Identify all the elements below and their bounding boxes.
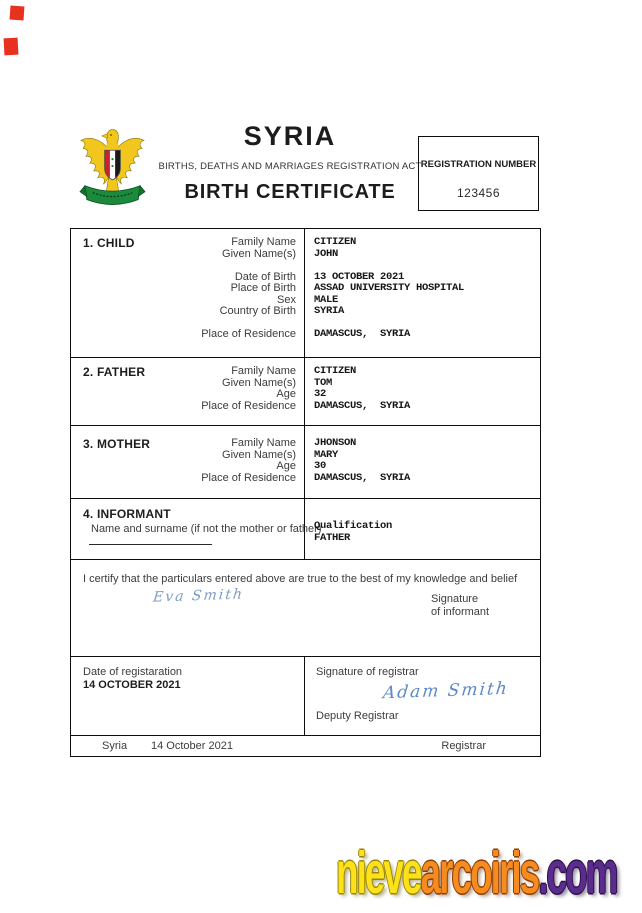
qualification-label: Qualification (314, 520, 393, 532)
watermark-part-purple: .com (538, 841, 617, 907)
field-label: Given Name(s) (222, 448, 296, 461)
field-label: Given Name(s) (222, 376, 296, 389)
field-value: 32 (314, 388, 327, 400)
registration-number-value: 123456 (456, 186, 501, 200)
field-value: JHONSON (314, 437, 357, 449)
syrian-eagle-emblem-icon (77, 126, 148, 212)
mother-labels (71, 438, 296, 484)
field-label: Family Name (231, 365, 296, 377)
field-label: Sex (277, 293, 296, 306)
column-divider (304, 229, 305, 357)
section-child (71, 229, 540, 357)
registrar-signature: Adam Smith (381, 678, 510, 704)
field-label: Place of Residence (201, 399, 296, 412)
field-label: Place of Birth (230, 282, 296, 294)
field-value: DAMASCUS, SYRIA (314, 328, 411, 340)
section-heading: 3. MOTHER (83, 437, 151, 451)
column-divider (304, 657, 305, 735)
field-label: Date of Birth (234, 270, 296, 283)
field-value: 13 OCTOBER 2021 (314, 270, 405, 283)
column-divider (304, 358, 305, 425)
field-label: Place of Residence (201, 471, 296, 484)
child-labels (71, 237, 296, 341)
field-value: ASSAD UNIVERSITY HOSPITAL (314, 282, 465, 294)
field-value: 30 (314, 460, 327, 472)
informant-signature: Eva Smith (152, 586, 245, 606)
field-value: MARY (314, 448, 339, 461)
field-value: TOM (314, 376, 333, 389)
signature-of-informant-label: Signature of informant (431, 593, 490, 618)
field-value: JOHN (314, 247, 339, 260)
registration-number-label: REGISTRATION NUMBER (420, 159, 537, 170)
footer-registrar-label: Registrar (441, 740, 486, 752)
certificate-body (70, 228, 541, 757)
field-value: CITIZEN (314, 236, 357, 248)
field-value: DAMASCUS, SYRIA (314, 471, 411, 484)
section-heading: 2. FATHER (83, 365, 146, 379)
section-informant (71, 498, 540, 559)
field-label: Age (276, 388, 296, 400)
date-of-registration-value: 14 OCTOBER 2021 (83, 679, 181, 691)
certificate-header (150, 121, 430, 204)
footer-country: Syria (102, 740, 128, 752)
field-label: Country of Birth (219, 305, 296, 317)
field-label: Age (276, 460, 296, 472)
section-heading: 4. INFORMANT (83, 507, 171, 521)
section-certification (71, 559, 540, 656)
website-watermark (336, 841, 617, 907)
deputy-registrar-label: Deputy Registrar (316, 710, 399, 722)
registration-act-line: BIRTHS, DEATHS AND MARRIAGES REGISTRATION ACT (158, 161, 422, 172)
watermark-part-yellow: nieve (336, 841, 421, 907)
section-registration (71, 656, 540, 735)
certification-statement: I certify that the particulars entered above are true to the best of my knowledge and belief (83, 573, 518, 585)
country-title: SYRIA (243, 121, 337, 151)
date-of-registration-label: Date of registaration (83, 666, 183, 678)
mother-values (314, 438, 410, 484)
informant-name-label: Name and surname (if not the mother or father) (91, 523, 322, 535)
footer-date: 14 October 2021 (151, 740, 233, 752)
field-label: Given Name(s) (222, 247, 296, 260)
red-annotation-mark (10, 6, 25, 21)
section-father (71, 357, 540, 425)
qualification-value: FATHER (314, 531, 351, 544)
father-labels (71, 366, 296, 412)
field-label: Family Name (231, 236, 296, 248)
registration-number-box (418, 136, 539, 211)
watermark-part-orange: arcoiris (420, 841, 539, 907)
field-value: MALE (314, 293, 339, 306)
field-value: DAMASCUS, SYRIA (314, 399, 411, 412)
red-annotation-mark (4, 38, 19, 56)
column-divider (304, 426, 305, 498)
section-heading: 1. CHILD (83, 236, 135, 250)
certificate-title: BIRTH CERTIFICATE (184, 181, 396, 203)
field-value: SYRIA (314, 305, 345, 317)
section-footer (71, 735, 540, 756)
child-values (314, 237, 464, 341)
father-values (314, 366, 410, 412)
informant-qualification (314, 521, 392, 544)
section-mother (71, 425, 540, 498)
field-value: CITIZEN (314, 365, 357, 377)
signature-of-registrar-label: Signature of registrar (316, 666, 419, 678)
field-label: Place of Residence (201, 328, 296, 340)
informant-name-blank-line (89, 544, 212, 545)
field-label: Family Name (231, 437, 296, 449)
